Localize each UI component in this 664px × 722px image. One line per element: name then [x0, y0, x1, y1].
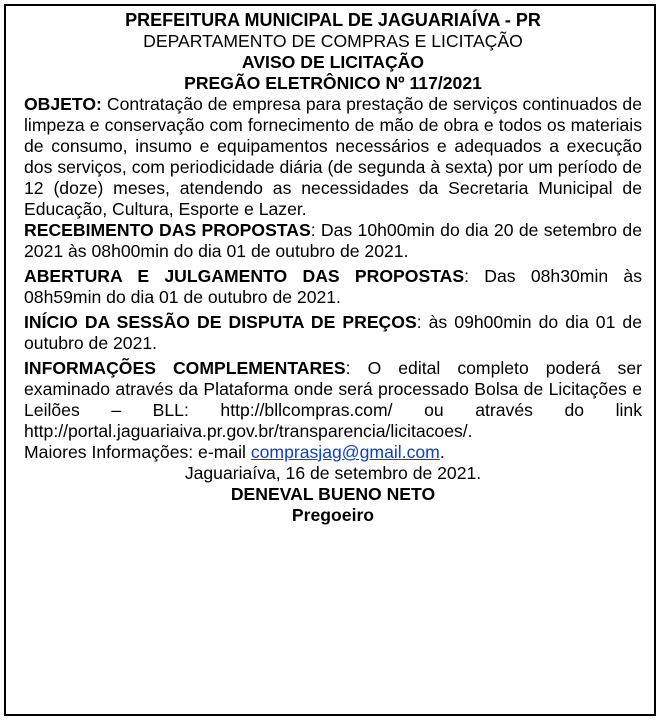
inicio-label: INÍCIO DA SESSÃO DE DISPUTA DE PREÇOS: [24, 312, 417, 332]
date-line: Jaguariaíva, 16 de setembro de 2021.: [184, 463, 482, 483]
objeto-label: OBJETO:: [24, 94, 102, 114]
inicio-text: : às 09h00min do dia 01 de outubro de 2021.: [24, 312, 643, 353]
informacoes-section: [24, 358, 642, 442]
objeto-text: Contratação de empresa para prestação de serviços continuados de limpeza e conservação com fornecimento de mão de obra e todos os materiais de consumo, insumo e equipamentos necessários e adequados a execução dos serviços, com periodicidade diária (de segunda à sexta) por um período de 12 (doze) meses, atendendo as necessidades da Secretaria Municipal de Educação, Cultura, Esporte e Lazer.: [24, 94, 643, 219]
abertura-label: ABERTURA E JULGAMENTO DAS PROPOSTAS: [24, 266, 465, 286]
header-department: DEPARTAMENTO DE COMPRAS E LICITAÇÃO: [143, 31, 523, 51]
signer-role: Pregoeiro: [291, 505, 375, 525]
header-pregao-number: PREGÃO ELETRÔNICO Nº 117/2021: [184, 73, 482, 93]
notice-document: [24, 10, 642, 526]
header-municipality: PREFEITURA MUNICIPAL DE JAGUARIAÍVA - PR: [125, 10, 541, 30]
header-notice-title: AVISO DE LICITAÇÃO: [241, 52, 425, 72]
email-link[interactable]: comprasjag@gmail.com: [250, 442, 440, 462]
inicio-section: [24, 312, 642, 354]
maiores-prefix: Maiores Informações: e-mail: [24, 442, 251, 462]
objeto-section: [24, 94, 642, 220]
informacoes-label: INFORMAÇÕES COMPLEMENTARES: [24, 358, 346, 378]
maiores-informacoes: [24, 442, 642, 463]
recebimento-text: : Das 10h00min do dia 20 de setembro de 2021 às 08h00min do dia 01 de outubro de 2021.: [24, 220, 642, 261]
signer-name: DENEVAL BUENO NETO: [230, 484, 436, 504]
informacoes-text: : O edital completo poderá ser examinado através da Plataforma onde será processado Bolsa de Licitações e Leilões – BLL: http://bllcompras.com/ ou através do link http://portal.jaguariaiva.pr.gov.br/transparencia/licitacoes/.: [24, 358, 642, 441]
abertura-section: [24, 266, 642, 308]
abertura-text: : Das 08h30min às 08h59min do dia 01 de outubro de 2021.: [24, 266, 643, 307]
recebimento-label: RECEBIMENTO DAS PROPOSTAS: [24, 220, 311, 240]
recebimento-section: [24, 220, 642, 262]
maiores-suffix: .: [439, 442, 445, 462]
